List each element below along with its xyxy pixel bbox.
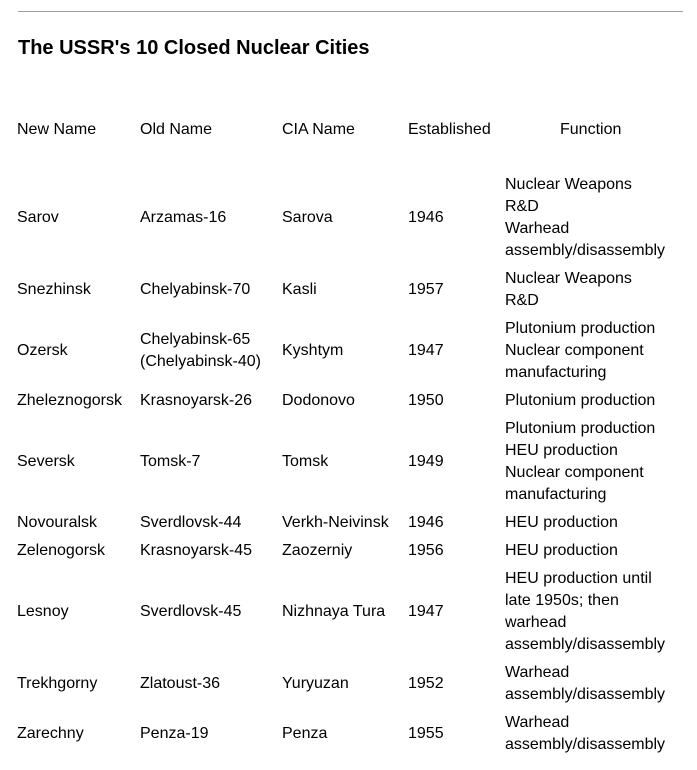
cell-old-name-line: Sverdlovsk-44 xyxy=(140,514,242,531)
cell-function-line: late 1950s; then xyxy=(505,592,619,609)
cell-established-line: 1949 xyxy=(408,453,444,470)
cell-function-line: HEU production until xyxy=(505,570,652,587)
cell-function xyxy=(505,512,618,534)
cell-old-name-line: (Chelyabinsk-40) xyxy=(140,353,261,370)
cell-established xyxy=(408,723,444,745)
cell-function-line: Nuclear Weapons xyxy=(505,270,632,287)
cell-function-line: HEU production xyxy=(505,514,618,531)
header-function: Function xyxy=(560,121,622,138)
cell-old-name-line: Tomsk-7 xyxy=(140,453,201,470)
cell-function-line: Plutonium production xyxy=(505,392,656,409)
cell-function-line: Warhead xyxy=(505,220,570,237)
cell-old-name xyxy=(140,512,241,534)
cell-function xyxy=(505,540,618,562)
cell-function xyxy=(505,568,665,656)
cell-established-line: 1947 xyxy=(408,342,444,359)
top-divider xyxy=(18,11,683,12)
header-cia-name: CIA Name xyxy=(282,121,355,138)
cell-cia-name-line: Penza xyxy=(282,725,328,742)
cell-new-name xyxy=(17,723,84,745)
cell-cia-name-line: Dodonovo xyxy=(282,392,355,409)
cell-cia-name xyxy=(282,601,385,623)
cell-old-name xyxy=(140,279,250,301)
header-old-name: Old Name xyxy=(140,121,213,138)
cell-established-line: 1946 xyxy=(408,209,444,226)
cell-old-name-line: Krasnoyarsk-26 xyxy=(140,392,253,409)
cell-function-line: assembly/disassembly xyxy=(505,736,666,753)
cell-old-name xyxy=(140,673,220,695)
cell-function-line: manufacturing xyxy=(505,364,607,381)
cell-function xyxy=(505,712,665,756)
cell-new-name xyxy=(17,540,105,562)
cell-established-line: 1956 xyxy=(408,542,444,559)
cell-new-name xyxy=(17,601,69,623)
cell-old-name-line: Penza-19 xyxy=(140,725,209,742)
cell-function-line: Nuclear component xyxy=(505,342,644,359)
cell-established-line: 1957 xyxy=(408,281,444,298)
cell-cia-name xyxy=(282,340,343,362)
cell-cia-name-line: Kyshtym xyxy=(282,342,344,359)
cell-new-name-line: Ozersk xyxy=(17,342,68,359)
cell-cia-name-line: Yuryuzan xyxy=(282,675,349,692)
cell-old-name-line: Chelyabinsk-65 xyxy=(140,331,251,348)
cell-function-line: manufacturing xyxy=(505,486,607,503)
cell-established xyxy=(408,390,444,412)
cell-cia-name xyxy=(282,279,317,301)
cell-cia-name-line: Tomsk xyxy=(282,453,329,470)
cell-new-name xyxy=(17,207,59,229)
cell-cia-name xyxy=(282,540,352,562)
cell-established xyxy=(408,451,444,473)
cell-established-line: 1950 xyxy=(408,392,444,409)
cell-cia-name xyxy=(282,451,328,473)
cell-new-name-line: Sarov xyxy=(17,209,59,226)
cell-function-line: R&D xyxy=(505,292,539,309)
cell-function xyxy=(505,268,632,312)
cell-new-name-line: Snezhinsk xyxy=(17,281,91,298)
cell-established-line: 1955 xyxy=(408,725,444,742)
cell-function-line: Plutonium production xyxy=(505,320,656,337)
cell-old-name-line: Krasnoyarsk-45 xyxy=(140,542,253,559)
cell-function-line: HEU production xyxy=(505,442,618,459)
cell-function xyxy=(505,174,665,262)
cell-cia-name-line: Kasli xyxy=(282,281,317,298)
cell-established-line: 1946 xyxy=(408,514,444,531)
cell-old-name xyxy=(140,601,241,623)
cell-established xyxy=(408,601,444,623)
cell-new-name-line: Novouralsk xyxy=(17,514,98,531)
cell-new-name-line: Seversk xyxy=(17,453,75,470)
cell-old-name xyxy=(140,451,200,473)
cell-new-name-line: Zelenogorsk xyxy=(17,542,106,559)
cell-cia-name-line: Nizhnaya Tura xyxy=(282,603,386,620)
cell-function-line: R&D xyxy=(505,198,539,215)
cell-function-line: assembly/disassembly xyxy=(505,636,666,653)
header-new-name: New Name xyxy=(17,121,97,138)
cell-cia-name xyxy=(282,207,333,229)
cell-old-name xyxy=(140,540,252,562)
cell-old-name xyxy=(140,723,209,745)
cell-function-line: warhead xyxy=(505,614,567,631)
cell-function-line: assembly/disassembly xyxy=(505,686,666,703)
cell-new-name xyxy=(17,340,68,362)
cell-established xyxy=(408,207,444,229)
cell-new-name xyxy=(17,512,97,534)
cell-new-name-line: Trekhgorny xyxy=(17,675,98,692)
cell-established xyxy=(408,512,444,534)
cell-function-line: Warhead xyxy=(505,714,570,731)
cell-new-name xyxy=(17,673,97,695)
cell-cia-name-line: Zaozerniy xyxy=(282,542,353,559)
cell-function-line: Nuclear Weapons xyxy=(505,176,632,193)
cell-cia-name xyxy=(282,390,355,412)
cell-function-line: Plutonium production xyxy=(505,420,656,437)
cell-established xyxy=(408,673,444,695)
cell-function-line: Nuclear component xyxy=(505,464,644,481)
cell-function xyxy=(505,418,655,506)
cell-established-line: 1952 xyxy=(408,675,444,692)
cell-function-line: Warhead xyxy=(505,664,570,681)
cell-cia-name xyxy=(282,673,349,695)
cell-function xyxy=(505,662,665,706)
cell-new-name-line: Lesnoy xyxy=(17,603,69,620)
cell-new-name xyxy=(17,390,122,412)
cell-old-name xyxy=(140,207,226,229)
cell-new-name xyxy=(17,279,91,301)
cell-established xyxy=(408,340,444,362)
header-established: Established xyxy=(408,121,491,138)
cell-established-line: 1947 xyxy=(408,603,444,620)
cell-old-name xyxy=(140,390,252,412)
cell-new-name-line: Zarechny xyxy=(17,725,84,742)
cell-old-name-line: Chelyabinsk-70 xyxy=(140,281,251,298)
cell-cia-name xyxy=(282,512,389,534)
cell-old-name-line: Sverdlovsk-45 xyxy=(140,603,242,620)
cell-new-name xyxy=(17,451,75,473)
cell-function-line: HEU production xyxy=(505,542,618,559)
cell-old-name-line: Zlatoust-36 xyxy=(140,675,221,692)
cell-new-name-line: Zheleznogorsk xyxy=(17,392,122,409)
cell-cia-name-line: Sarova xyxy=(282,209,333,226)
cell-function xyxy=(505,390,655,412)
cell-established xyxy=(408,540,444,562)
cell-function xyxy=(505,318,655,384)
cell-established xyxy=(408,279,444,301)
cell-cia-name-line: Verkh-Neivinsk xyxy=(282,514,389,531)
cell-old-name xyxy=(140,329,261,373)
cell-cia-name xyxy=(282,723,327,745)
cell-old-name-line: Arzamas-16 xyxy=(140,209,227,226)
cell-function-line: assembly/disassembly xyxy=(505,242,666,259)
page-title: The USSR's 10 Closed Nuclear Cities xyxy=(18,37,370,59)
